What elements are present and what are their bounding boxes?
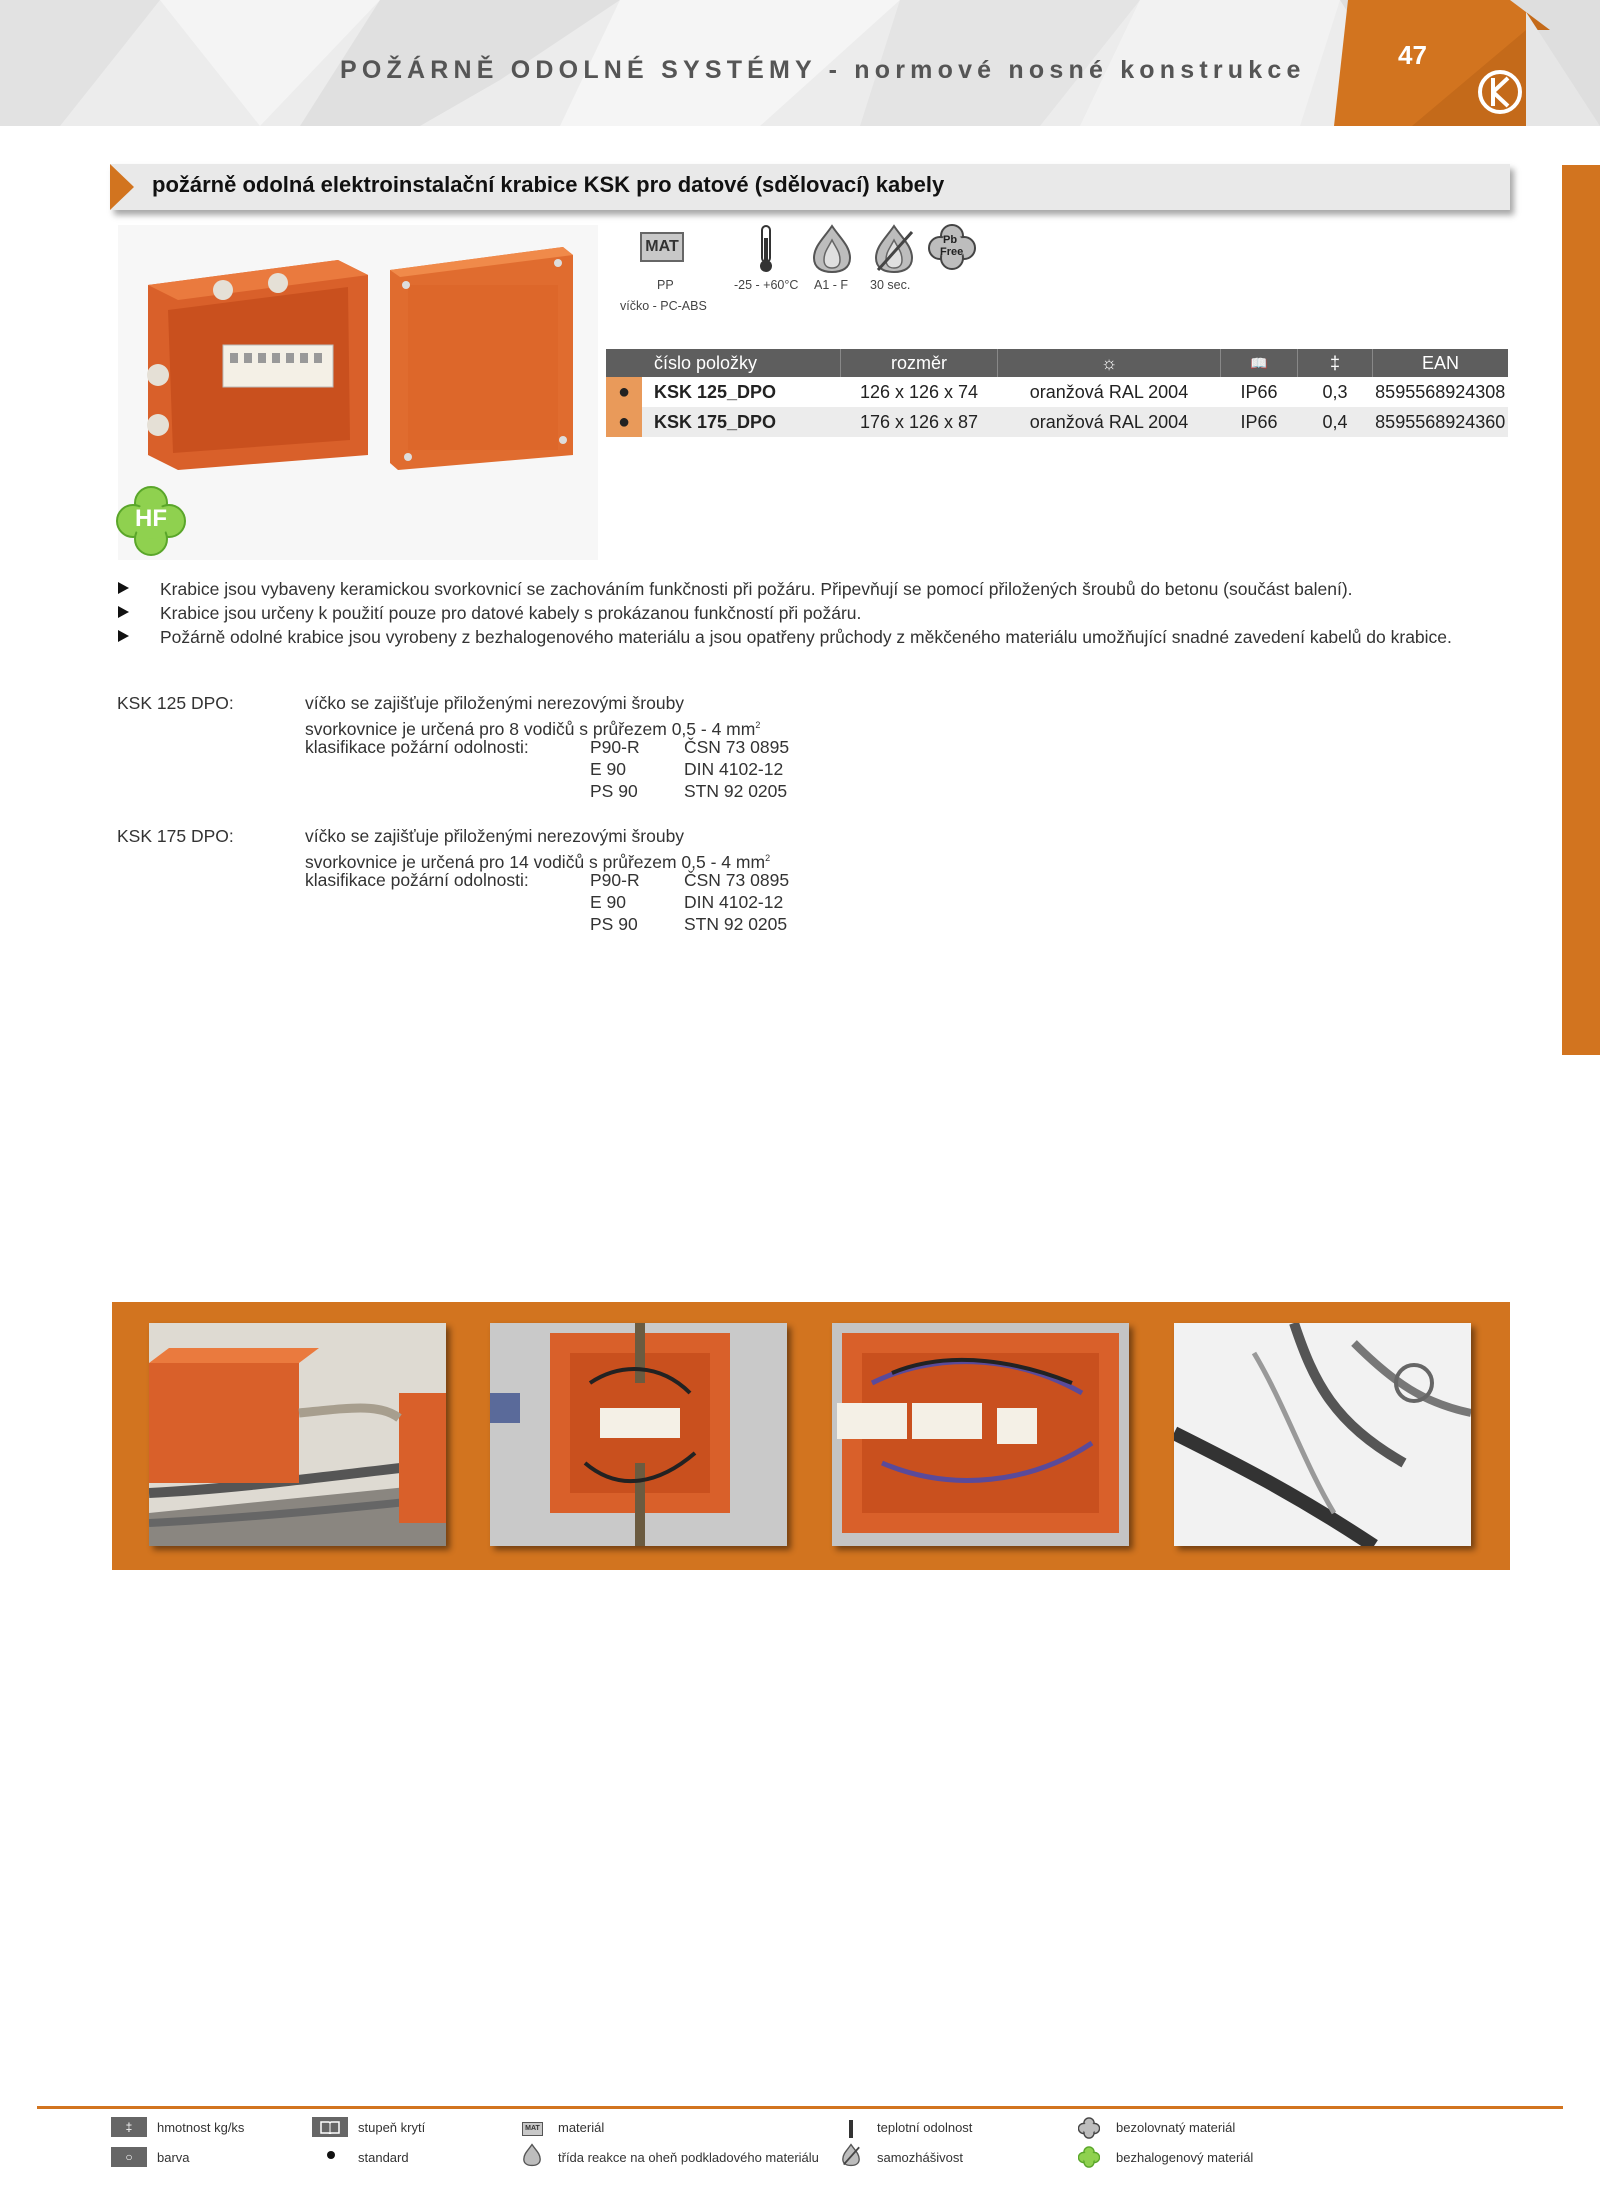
self-extinguish-value: 30 sec. bbox=[870, 278, 911, 292]
table-header-row bbox=[606, 349, 1508, 377]
column-header-size: rozměr bbox=[841, 349, 998, 377]
list-item-text: Krabice jsou určeny k použití pouze pro datové kabely s prokázanou funkčností při požáru. bbox=[160, 603, 862, 623]
classification-standard: DIN 4102-12 bbox=[684, 759, 784, 779]
spec-line-lid: víčko se zajišťuje přiloženými nerezovými šrouby bbox=[305, 826, 685, 846]
bullet-arrow-icon bbox=[118, 582, 129, 594]
classification-value: PS 90 bbox=[590, 914, 638, 934]
item-size: 176 x 126 x 87 bbox=[841, 407, 998, 437]
classification-standard: DIN 4102-12 bbox=[684, 892, 784, 912]
column-header-ip-icon: 📖 bbox=[1221, 349, 1298, 377]
spec-line-terminal: svorkovnice je určená pro 8 vodičů s průřezem 0,5 - 4 $mm^2$ bbox=[305, 718, 761, 739]
legend-standard: standard bbox=[358, 2150, 409, 2165]
halogen-free-legend-icon bbox=[1078, 2146, 1100, 2168]
legend-temperature: teplotní odolnost bbox=[877, 2120, 973, 2135]
list-item-text: Krabice jsou vybaveny keramickou svorkovnicí se zachováním funkčnosti při požáru. Připevňují se pomocí přiložených šroubů do betonu (součást balení). bbox=[160, 579, 1353, 599]
lead-free-legend-icon bbox=[1078, 2117, 1100, 2139]
self-extinguish-legend-icon bbox=[841, 2143, 861, 2167]
feature-list bbox=[118, 578, 1498, 650]
product-image bbox=[118, 225, 598, 560]
fire-class-value: A1 - F bbox=[814, 278, 849, 292]
item-size: 126 x 126 x 74 bbox=[841, 377, 998, 407]
legend-material: materiál bbox=[558, 2120, 605, 2135]
column-header-color-icon: ☼ bbox=[998, 349, 1221, 377]
spec-classification-label: klasifikace požární odolnosti: bbox=[305, 737, 529, 757]
installation-photo-4 bbox=[1174, 1323, 1471, 1546]
self-extinguish-icon bbox=[872, 224, 916, 274]
table-row bbox=[606, 377, 1508, 407]
fire-class-icon bbox=[810, 224, 854, 274]
column-header-ean: EAN bbox=[1373, 349, 1509, 377]
item-ean: 8595568924360 bbox=[1373, 407, 1509, 437]
item-ip: IP66 bbox=[1221, 377, 1298, 407]
row-bullet: ● bbox=[606, 377, 642, 407]
page-badge bbox=[1320, 0, 1600, 126]
spec-line-terminal: svorkovnice je určená pro 14 vodičů s průřezem 0,5 - 4 $mm^2$ bbox=[305, 851, 771, 872]
bullet-arrow-icon bbox=[118, 606, 129, 618]
item-ip: IP66 bbox=[1221, 407, 1298, 437]
legend-fire-class: třída reakce na oheň podkladového materiálu bbox=[558, 2150, 819, 2165]
free-label: Free bbox=[940, 246, 964, 258]
material-icon: MAT bbox=[640, 232, 684, 262]
legend-weight: hmotnost kg/ks bbox=[157, 2120, 245, 2135]
spec-classification-label: klasifikace požární odolnosti: bbox=[305, 870, 529, 890]
item-ean: 8595568924308 bbox=[1373, 377, 1509, 407]
section-arrow-icon bbox=[110, 164, 134, 210]
classification-standard: STN 92 0205 bbox=[684, 781, 788, 801]
footer-rule bbox=[37, 2106, 1563, 2109]
column-header-code: číslo položky bbox=[642, 349, 841, 377]
temperature-legend-icon bbox=[847, 2118, 855, 2140]
classification-value: E 90 bbox=[590, 759, 626, 779]
item-color: oranžová RAL 2004 bbox=[998, 407, 1221, 437]
section-title: požárně odolná elektroinstalační krabice KSK pro datové (sdělovací) kabely bbox=[152, 172, 945, 197]
item-code: KSK 175_DPO bbox=[642, 407, 841, 437]
item-weight: 0,3 bbox=[1298, 377, 1373, 407]
legend-self-extinguish: samozhášivost bbox=[877, 2150, 963, 2165]
ip-legend-icon bbox=[312, 2117, 348, 2137]
installation-photo-3 bbox=[832, 1323, 1129, 1546]
classification-value: P90-R bbox=[590, 870, 640, 890]
installation-photo-1 bbox=[149, 1323, 446, 1546]
header-title: POŽÁRNĚ ODOLNÉ SYSTÉMY - normové nosné konstrukce bbox=[340, 56, 1306, 84]
legend-ip: stupeň krytí bbox=[358, 2120, 426, 2135]
spec-block-ksk175 bbox=[117, 825, 1017, 935]
classification-standard: ČSN 73 0895 bbox=[684, 737, 790, 757]
legend-halogen-free: bezhalogenový materiál bbox=[1116, 2150, 1254, 2165]
list-item bbox=[118, 602, 1498, 624]
classification-value: PS 90 bbox=[590, 781, 638, 801]
spec-block-name: KSK 175 DPO: bbox=[117, 826, 234, 846]
material-lid-value: víčko - PC-ABS bbox=[620, 299, 707, 313]
bullet-arrow-icon bbox=[118, 630, 129, 642]
list-item-text: Požárně odolné krabice jsou vyrobeny z bezhalogenového materiálu a jsou opatřeny průchody z měkčeného materiálu umožňující snadné zavedení kabelů do krabice. bbox=[160, 627, 1452, 647]
thermometer-icon bbox=[756, 224, 776, 274]
color-legend-icon: ○ bbox=[111, 2147, 147, 2167]
temperature-value: -25 - +60°C bbox=[734, 278, 799, 292]
side-accent-bar bbox=[1562, 165, 1600, 1055]
spec-line-lid: víčko se zajišťuje přiloženými nerezovými šrouby bbox=[305, 693, 685, 713]
installation-photo-2 bbox=[490, 1323, 787, 1546]
page-number: 47 bbox=[1398, 40, 1427, 70]
classification-value: E 90 bbox=[590, 892, 626, 912]
product-table bbox=[606, 349, 1508, 437]
item-color: oranžová RAL 2004 bbox=[998, 377, 1221, 407]
row-bullet: ● bbox=[606, 407, 642, 437]
bullet-column-header bbox=[606, 349, 642, 377]
fire-class-legend-icon bbox=[522, 2143, 542, 2167]
material-value: PP bbox=[657, 278, 674, 292]
classification-value: P90-R bbox=[590, 737, 640, 757]
column-header-weight-icon: ‡ bbox=[1298, 349, 1373, 377]
spec-block-ksk125 bbox=[117, 692, 1017, 802]
spec-block-name: KSK 125 DPO: bbox=[117, 693, 234, 713]
legend-color: barva bbox=[157, 2150, 190, 2165]
material-legend-icon: MAT bbox=[522, 2122, 543, 2136]
table-row bbox=[606, 407, 1508, 437]
list-item bbox=[118, 578, 1498, 600]
item-weight: 0,4 bbox=[1298, 407, 1373, 437]
list-item bbox=[118, 626, 1498, 648]
pb-label: Pb bbox=[943, 234, 958, 246]
legend-lead-free: bezolovnatý materiál bbox=[1116, 2120, 1236, 2135]
classification-standard: ČSN 73 0895 bbox=[684, 870, 790, 890]
classification-standard: STN 92 0205 bbox=[684, 914, 788, 934]
standard-legend-icon bbox=[327, 2151, 335, 2159]
item-code: KSK 125_DPO bbox=[642, 377, 841, 407]
weight-legend-icon: ‡ bbox=[111, 2117, 147, 2137]
hf-badge-label: HF bbox=[135, 505, 167, 532]
